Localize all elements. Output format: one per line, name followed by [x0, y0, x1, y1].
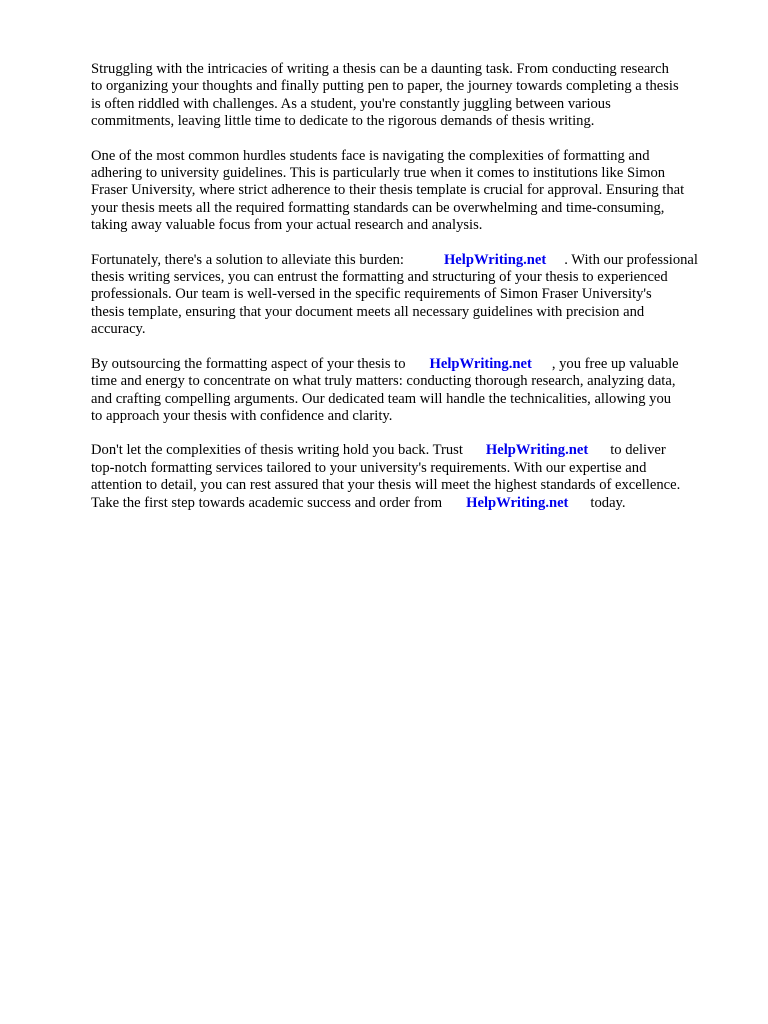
helpwriting-link[interactable]: HelpWriting.net: [466, 494, 569, 511]
paragraph-outsourcing: [91, 356, 731, 426]
text-line: and crafting compelling arguments. Our dedicated team will handle the technicalities, allowing you: [91, 390, 672, 407]
text-line: Struggling with the intricacies of writing a thesis can be a daunting task. From conducting research: [91, 61, 669, 77]
helpwriting-link[interactable]: HelpWriting.net: [429, 355, 532, 372]
text-line: [91, 252, 731, 269]
text-line: to organizing your thoughts and finally putting pen to paper, the journey towards completing a thesis: [91, 78, 679, 95]
text-segment: Take the first step towards academic success and order from: [91, 494, 443, 511]
text-line: thesis writing services, you can entrust the formatting and structuring of your thesis to experienced: [91, 269, 668, 286]
text-line: accuracy.: [91, 321, 146, 338]
text-line: commitments, leaving little time to dedicate to the rigorous demands of thesis writing.: [91, 113, 595, 130]
paragraph-solution: [91, 252, 731, 339]
text-line: top-notch formatting services tailored to your university's requirements. With our expertise and: [91, 459, 647, 476]
text-segment: , you free up valuable: [551, 355, 679, 372]
text-line: [91, 495, 731, 512]
paragraph-call-to-action: [91, 442, 731, 512]
text-line: your thesis meets all the required formatting standards can be overwhelming and time-consuming,: [91, 199, 665, 216]
text-line: adhering to university guidelines. This is particularly true when it comes to institutions like Simon: [91, 165, 666, 182]
text-line: [91, 356, 731, 373]
text-segment: Don't let the complexities of thesis writing hold you back. Trust: [91, 442, 463, 459]
text-line: Fraser University, where strict adherence to their thesis template is crucial for approval. Ensuring that: [91, 182, 685, 199]
paragraph-intro: [91, 61, 731, 131]
text-line: to approach your thesis with confidence and clarity.: [91, 407, 393, 424]
text-segment: to deliver: [610, 442, 666, 459]
text-line: thesis template, ensuring that your document meets all necessary guidelines with precision and: [91, 303, 645, 320]
paragraph-hurdles: [91, 148, 731, 235]
text-segment: . With our professional: [564, 251, 698, 268]
text-segment: today.: [590, 494, 626, 511]
helpwriting-link[interactable]: HelpWriting.net: [443, 251, 547, 268]
text-line: [91, 442, 731, 459]
text-line: attention to detail, you can rest assured that your thesis will meet the highest standards of excellence.: [91, 477, 681, 494]
document-page: [91, 61, 731, 529]
helpwriting-link[interactable]: HelpWriting.net: [485, 442, 589, 459]
text-segment: By outsourcing the formatting aspect of your thesis to: [91, 355, 406, 372]
text-line: is often riddled with challenges. As a student, you're constantly juggling between various: [91, 95, 611, 112]
text-line: time and energy to concentrate on what truly matters: conducting thorough research, analyzing data,: [91, 373, 676, 390]
text-line: taking away valuable focus from your actual research and analysis.: [91, 217, 483, 234]
text-line: professionals. Our team is well-versed in the specific requirements of Simon Fraser University's: [91, 286, 652, 303]
text-segment: Fortunately, there's a solution to alleviate this burden:: [91, 251, 404, 268]
text-line: One of the most common hurdles students face is navigating the complexities of formatting and: [91, 147, 650, 164]
